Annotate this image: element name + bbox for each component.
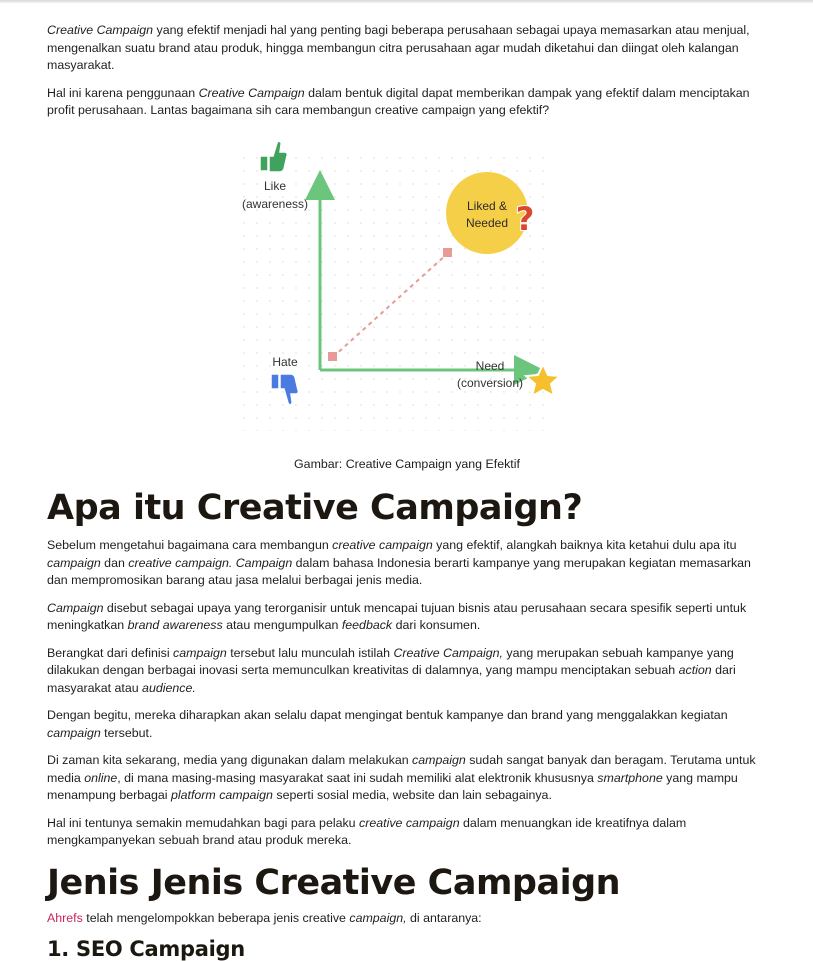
thumbs-up-icon — [260, 141, 287, 172]
section-heading-apa-itu: Apa itu Creative Campaign? — [47, 488, 583, 528]
conversion-label: (conversion) — [456, 375, 524, 390]
article-body — [47, 22, 767, 961]
figure-caption: Gambar: Creative Campaign yang Efektif — [294, 456, 520, 471]
intro-paragraph-1: Creative Campaign yang efektif menjadi hal yang penting bagi beberapa perusahaan sebagai upaya memasarkan atau menjual, mengenalkan suatu brand atau produk, hingga membangun citra perusahaan agar mudah diketahui dan diingat oleh kalangan masyarakat. — [47, 23, 750, 72]
top-shadow-bar — [0, 0, 813, 3]
hate-label: Hate — [272, 354, 298, 369]
start-point-marker — [328, 352, 337, 361]
campaign-diagram — [47, 130, 767, 460]
section1-paragraph-4: Dengan begitu, mereka diharapkan akan selalu dapat mengingat bentuk kampanye dan brand yang menggalakkan kegiatan campaign tersebut. — [47, 708, 728, 740]
intro-paragraph-2: Hal ini karena penggunaan Creative Campaign dalam bentuk digital dapat memberikan dampak yang efektif dalam menciptakan profit perusahaan. Lantas bagaimana sih cara membangun creative campaign yang efektif? — [47, 85, 750, 117]
section1-paragraph-1: Sebelum mengetahui bagaimana cara membangun creative campaign yang efektif, alangkah baiknya kita ketahui dulu apa itu campaign dan creative campaign. Campaign dalam bahasa Indonesia berarti kampanye yang merupakan kegiatan memasarkan dan mempromosikan barang atau jasa melalui berbagai jenis media. — [47, 538, 751, 587]
section-heading-jenis: Jenis Jenis Creative Campaign — [47, 862, 621, 903]
question-mark-icon: ? — [515, 199, 535, 238]
ahrefs-link[interactable]: Ahrefs — [47, 910, 83, 925]
end-point-marker — [443, 248, 452, 257]
awareness-label: (awareness) — [241, 196, 309, 211]
circle-label-line2: Needed — [465, 215, 509, 230]
section1-paragraph-2: Campaign disebut sebagai upaya yang terorganisir untuk mencapai tujuan bisnis atau perusahaan secara spesifik seperti untuk meningkatkan brand awareness atau mengumpulkan feedback dari konsumen. — [47, 600, 747, 632]
section1-paragraph-3: Berangkat dari definisi campaign tersebut lalu munculah istilah Creative Campaign, yang merupakan sebuah kampanye yang dilakukan dengan berbagai inovasi serta memunculkan kreativitas di dalamnya, yang mampu menciptakan sebuah action dari masyarakat atau audience. — [47, 645, 736, 695]
circle-label-line1: Liked & — [466, 198, 508, 213]
section1-paragraph-5: Di zaman kita sekarang, media yang digunakan dalam melakukan campaign sudah sangat banyak dan beragam. Terutama untuk media online, di mana masing-masing masyarakat saat ini sudah memiliki alat elektronik khususnya smartphone yang mampu menampung berbagai platform campaign seperti sosial media, website dan lain sebagainya. — [47, 753, 756, 802]
need-label: Need — [475, 358, 505, 373]
campaign-figure — [47, 130, 767, 460]
subheading-seo-campaign: 1. SEO Campaign — [47, 937, 245, 961]
section2-paragraph-1: Ahrefs telah mengelompokkan beberapa jenis creative campaign, di antaranya: — [47, 910, 482, 925]
section1-paragraph-6: Hal ini tentunya semakin memudahkan bagi para pelaku creative campaign dalam menuangkan ide kreatifnya dalam mengkampanyekan sebuah brand atau produk mereka. — [47, 815, 687, 847]
like-label: Like — [263, 178, 287, 193]
